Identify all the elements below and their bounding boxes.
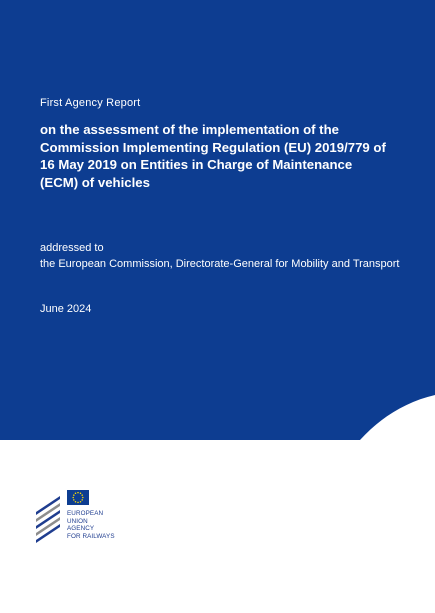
logo-wordmark [67,510,115,540]
logo-line-for-railways: FOR RAILWAYS [67,532,115,540]
logo-line-union: UNION [67,517,88,525]
addressee-block [40,240,400,272]
logo-line-european: EUROPEAN [67,510,104,517]
logo-stripes-icon [36,496,60,543]
addressee-name: the European Commission, Directorate-General for Mobility and Transport [40,258,400,270]
report-title: on the assessment of the implementation of the Commission Implementing Regulation (EU) 2019/779 of 16 May 2019 on Entities in Charge of Maintenance (ECM) of vehicles [40,122,386,190]
report-kicker: First Agency Report [40,97,141,109]
agency-logo [36,490,156,550]
logo-line-agency: AGENCY [67,525,95,533]
eu-flag-icon [67,490,89,505]
report-date: June 2024 [40,303,92,315]
addressed-to-label: addressed to [40,242,104,254]
